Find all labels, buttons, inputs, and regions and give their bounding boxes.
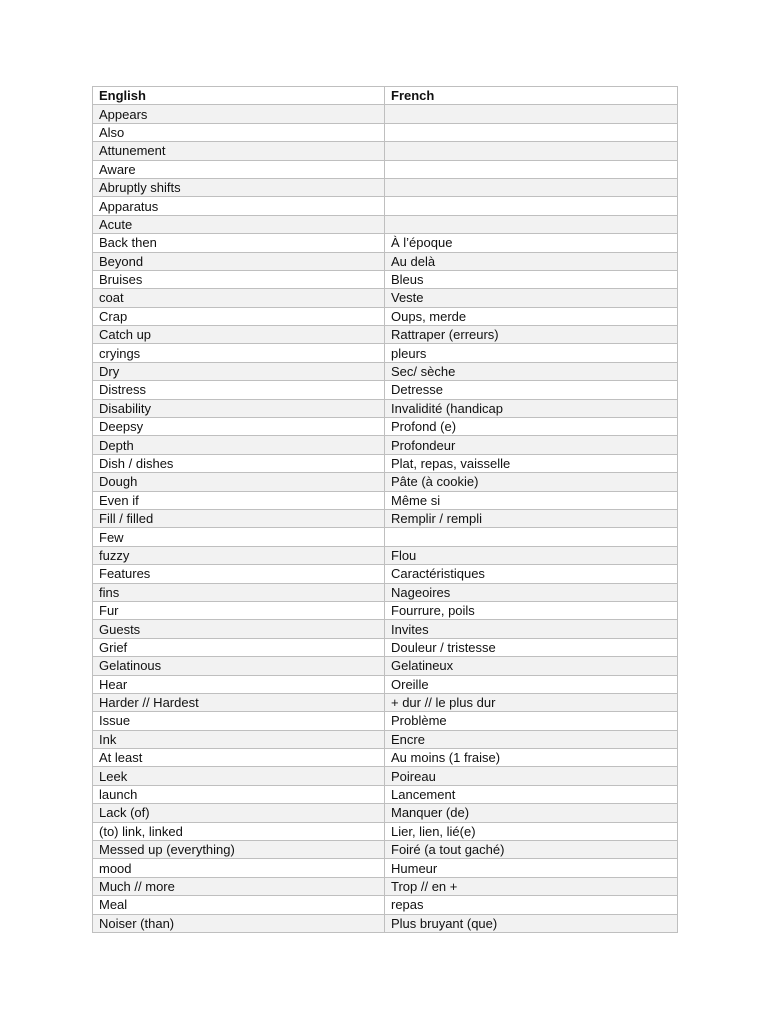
french-cell: Invalidité (handicap	[385, 399, 678, 417]
table-row	[93, 822, 678, 840]
english-cell: fins	[93, 583, 385, 601]
english-cell: cryings	[93, 344, 385, 362]
french-cell: Veste	[385, 289, 678, 307]
table-row	[93, 473, 678, 491]
french-cell: Rattraper (erreurs)	[385, 326, 678, 344]
french-cell: Flou	[385, 546, 678, 564]
french-cell: Remplir / rempli	[385, 509, 678, 527]
table-row	[93, 712, 678, 730]
english-cell: (to) link, linked	[93, 822, 385, 840]
french-cell: Profondeur	[385, 436, 678, 454]
table-row	[93, 804, 678, 822]
table-row	[93, 399, 678, 417]
table-row	[93, 362, 678, 380]
english-cell: At least	[93, 749, 385, 767]
header-english: English	[93, 87, 385, 105]
french-cell: Oreille	[385, 675, 678, 693]
table-row	[93, 693, 678, 711]
table-row	[93, 841, 678, 859]
english-cell: Guests	[93, 620, 385, 638]
french-cell: Oups, merde	[385, 307, 678, 325]
vocabulary-table	[92, 86, 678, 933]
table-row	[93, 307, 678, 325]
french-cell: Plus bruyant (que)	[385, 914, 678, 932]
header-french: French	[385, 87, 678, 105]
english-cell: Noiser (than)	[93, 914, 385, 932]
table-row	[93, 749, 678, 767]
english-cell: Deepsy	[93, 418, 385, 436]
table-row	[93, 215, 678, 233]
french-cell	[385, 178, 678, 196]
french-cell	[385, 215, 678, 233]
english-cell: Bruises	[93, 270, 385, 288]
french-cell: Gelatineux	[385, 657, 678, 675]
french-cell: Encre	[385, 730, 678, 748]
table-row	[93, 197, 678, 215]
french-cell	[385, 123, 678, 141]
french-cell: pleurs	[385, 344, 678, 362]
table-row	[93, 509, 678, 527]
english-cell: Meal	[93, 896, 385, 914]
french-cell	[385, 197, 678, 215]
english-cell: Much // more	[93, 877, 385, 895]
table-row	[93, 270, 678, 288]
french-cell: Pâte (à cookie)	[385, 473, 678, 491]
english-cell: Gelatinous	[93, 657, 385, 675]
french-cell	[385, 142, 678, 160]
english-cell: Few	[93, 528, 385, 546]
english-cell: launch	[93, 785, 385, 803]
table-row	[93, 160, 678, 178]
table-row	[93, 657, 678, 675]
table-row	[93, 105, 678, 123]
french-cell: Nageoires	[385, 583, 678, 601]
french-cell: Caractéristiques	[385, 565, 678, 583]
french-cell: Trop // en +	[385, 877, 678, 895]
french-cell: + dur // le plus dur	[385, 693, 678, 711]
english-cell: Messed up (everything)	[93, 841, 385, 859]
french-cell	[385, 528, 678, 546]
french-cell: À l’époque	[385, 234, 678, 252]
table-row	[93, 528, 678, 546]
table-row	[93, 289, 678, 307]
french-cell: Au moins (1 fraise)	[385, 749, 678, 767]
english-cell: Back then	[93, 234, 385, 252]
table-row	[93, 381, 678, 399]
table-row	[93, 620, 678, 638]
english-cell: Fur	[93, 601, 385, 619]
english-cell: Dry	[93, 362, 385, 380]
french-cell: Invites	[385, 620, 678, 638]
table-row	[93, 454, 678, 472]
table-row	[93, 123, 678, 141]
french-cell: Foiré (a tout gaché)	[385, 841, 678, 859]
english-cell: Attunement	[93, 142, 385, 160]
table-row	[93, 234, 678, 252]
french-cell: Fourrure, poils	[385, 601, 678, 619]
table-row	[93, 344, 678, 362]
french-cell: Bleus	[385, 270, 678, 288]
table-row	[93, 896, 678, 914]
table-header-row	[93, 87, 678, 105]
table-row	[93, 638, 678, 656]
table-row	[93, 583, 678, 601]
french-cell: Profond (e)	[385, 418, 678, 436]
table-row	[93, 601, 678, 619]
french-cell: Douleur / tristesse	[385, 638, 678, 656]
table-body	[93, 105, 678, 933]
table-row	[93, 859, 678, 877]
table-row	[93, 546, 678, 564]
english-cell: Acute	[93, 215, 385, 233]
french-cell: Plat, repas, vaisselle	[385, 454, 678, 472]
table-row	[93, 565, 678, 583]
table-row	[93, 436, 678, 454]
table-row	[93, 914, 678, 932]
english-cell: fuzzy	[93, 546, 385, 564]
french-cell: Detresse	[385, 381, 678, 399]
english-cell: Disability	[93, 399, 385, 417]
english-cell: Grief	[93, 638, 385, 656]
table-row	[93, 675, 678, 693]
table-row	[93, 785, 678, 803]
english-cell: Harder // Hardest	[93, 693, 385, 711]
table-row	[93, 418, 678, 436]
english-cell: Apparatus	[93, 197, 385, 215]
english-cell: Fill / filled	[93, 509, 385, 527]
english-cell: Crap	[93, 307, 385, 325]
english-cell: Depth	[93, 436, 385, 454]
english-cell: Dough	[93, 473, 385, 491]
english-cell: coat	[93, 289, 385, 307]
english-cell: mood	[93, 859, 385, 877]
table-row	[93, 491, 678, 509]
french-cell: Lancement	[385, 785, 678, 803]
table-row	[93, 767, 678, 785]
table-row	[93, 142, 678, 160]
french-cell	[385, 105, 678, 123]
english-cell: Features	[93, 565, 385, 583]
french-cell: Manquer (de)	[385, 804, 678, 822]
french-cell: Au delà	[385, 252, 678, 270]
french-cell: Problème	[385, 712, 678, 730]
english-cell: Leek	[93, 767, 385, 785]
english-cell: Catch up	[93, 326, 385, 344]
english-cell: Even if	[93, 491, 385, 509]
english-cell: Also	[93, 123, 385, 141]
english-cell: Issue	[93, 712, 385, 730]
french-cell	[385, 160, 678, 178]
french-cell: Poireau	[385, 767, 678, 785]
english-cell: Beyond	[93, 252, 385, 270]
english-cell: Appears	[93, 105, 385, 123]
table-row	[93, 326, 678, 344]
english-cell: Ink	[93, 730, 385, 748]
table-row	[93, 877, 678, 895]
table-row	[93, 178, 678, 196]
table-row	[93, 730, 678, 748]
english-cell: Distress	[93, 381, 385, 399]
english-cell: Dish / dishes	[93, 454, 385, 472]
french-cell: Sec/ sèche	[385, 362, 678, 380]
table-row	[93, 252, 678, 270]
english-cell: Aware	[93, 160, 385, 178]
french-cell: Même si	[385, 491, 678, 509]
english-cell: Abruptly shifts	[93, 178, 385, 196]
french-cell: Lier, lien, lié(e)	[385, 822, 678, 840]
english-cell: Hear	[93, 675, 385, 693]
french-cell: repas	[385, 896, 678, 914]
french-cell: Humeur	[385, 859, 678, 877]
english-cell: Lack (of)	[93, 804, 385, 822]
